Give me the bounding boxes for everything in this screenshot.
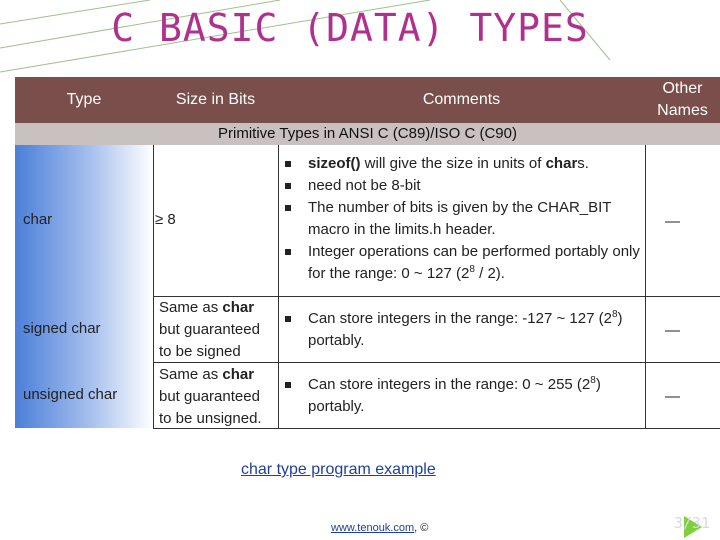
row-signed-char-type-cell xyxy=(15,296,153,362)
example-link[interactable]: char type program example xyxy=(241,461,436,478)
grid-line xyxy=(153,145,154,428)
bullet-item: Can store integers in the range: -127 ~ 127 $(2^8)$ portably. xyxy=(278,308,640,352)
footer xyxy=(331,522,428,534)
bullet-item: Can store integers in the range: 0 ~ 255 $(2^8)$ portably. xyxy=(278,374,640,418)
header-comments: Comments xyxy=(278,77,645,123)
page-number: 3/31 xyxy=(673,514,710,532)
header-size: Size in Bits xyxy=(153,77,278,123)
bullet-item: The number of bits is given by the CHAR_BIT macro in the limits.h header. xyxy=(278,197,640,241)
header-type: Type xyxy=(15,77,153,123)
row-char-type-cell xyxy=(15,145,153,296)
grid-line xyxy=(153,362,720,363)
grid-line xyxy=(153,296,720,297)
other-char: — xyxy=(665,213,680,230)
header-other-names: Other Names xyxy=(645,77,720,123)
bullet-item: Integer operations can be performed portably only for the range: 0 ~ 127 $(2^8 / 2)$. xyxy=(278,241,640,285)
type-char: char xyxy=(23,211,53,228)
section-header: Primitive Types in ANSI C (C89)/ISO C (C90) xyxy=(15,123,720,145)
grid-line xyxy=(153,428,720,429)
bullet-item: need not be 8-bit xyxy=(278,175,640,197)
type-signed-char: signed char xyxy=(23,320,101,337)
other-signed-char: — xyxy=(665,322,680,339)
size-signed-char: Same as char but guaranteed to be signed xyxy=(159,299,260,360)
row-unsigned-char-type-cell xyxy=(15,362,153,428)
other-unsigned-char: — xyxy=(665,388,680,405)
comments-char xyxy=(278,153,640,285)
comments-signed-char xyxy=(278,308,640,352)
footer-copyright: , © xyxy=(414,522,429,534)
type-unsigned-char: unsigned char xyxy=(23,386,118,403)
page-title: C BASIC (DATA) TYPES xyxy=(111,6,589,50)
comments-unsigned-char xyxy=(278,374,640,418)
size-char: ≥ 8 xyxy=(155,211,176,228)
grid-line xyxy=(645,145,646,428)
bullet-item: sizeof() will give the size in units of chars. xyxy=(278,153,640,175)
footer-link[interactable]: www.tenouk.com xyxy=(331,522,415,534)
grid-line xyxy=(278,145,279,428)
size-unsigned-char: Same as char but guaranteed to be unsigned. xyxy=(159,366,262,427)
